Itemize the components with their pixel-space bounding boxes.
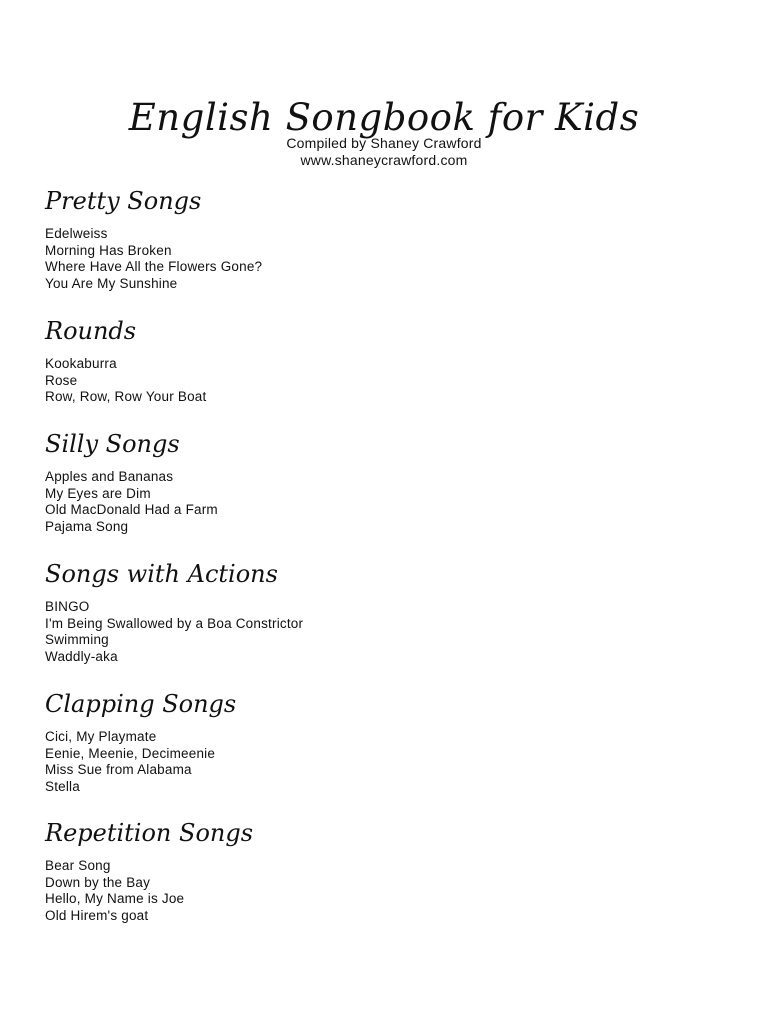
section-repetition-songs [45, 818, 725, 924]
section-silly-songs [45, 429, 725, 535]
song-item: Kookaburra [45, 356, 117, 371]
song-item: Miss Sue from Alabama [45, 762, 192, 777]
section-heading: Rounds [45, 317, 137, 345]
song-list [45, 729, 725, 795]
document-title: English Songbook for Kids [128, 96, 640, 139]
song-list [45, 599, 725, 665]
song-list [45, 469, 725, 535]
song-item: Where Have All the Flowers Gone? [45, 259, 263, 274]
section-heading: Silly Songs [45, 430, 180, 458]
song-item: Down by the Bay [45, 874, 151, 890]
song-item: Row, Row, Row Your Boat [45, 389, 207, 404]
song-item: BINGO [45, 599, 90, 614]
song-item: Stella [45, 778, 80, 794]
song-item: Eenie, Meenie, Decimeenie [45, 745, 216, 761]
song-list [45, 226, 725, 292]
song-item: Morning Has Broken [45, 242, 172, 258]
song-item: I'm Being Swallowed by a Boa Constrictor [45, 615, 304, 631]
section-heading: Clapping Songs [45, 690, 237, 718]
song-item: Rose [45, 372, 78, 388]
section-heading: Songs with Actions [45, 560, 278, 588]
song-item: Old Hirem's goat [45, 907, 149, 923]
section-songs-with-actions [45, 559, 725, 665]
song-item: Waddly-aka [45, 648, 118, 664]
section-rounds [45, 316, 725, 406]
song-item: Hello, My Name is Joe [45, 891, 185, 906]
song-item: Bear Song [45, 858, 111, 873]
website-address: www.shaneycrawford.com [300, 152, 468, 168]
section-pretty-songs [45, 186, 725, 292]
song-item: Old MacDonald Had a Farm [45, 502, 218, 517]
section-clapping-songs [45, 689, 725, 795]
song-list [45, 356, 725, 406]
song-item: Edelweiss [45, 226, 108, 241]
compiler-credit: Compiled by Shaney Crawford [286, 135, 482, 151]
song-list [45, 858, 725, 924]
song-item: Pajama Song [45, 518, 129, 534]
song-item: Swimming [45, 632, 109, 647]
song-item: You Are My Sunshine [45, 275, 178, 291]
song-item: Apples and Bananas [45, 469, 174, 484]
section-heading: Repetition Songs [45, 819, 254, 847]
song-item: My Eyes are Dim [45, 485, 151, 501]
song-item: Cici, My Playmate [45, 729, 157, 744]
section-heading: Pretty Songs [45, 187, 202, 215]
